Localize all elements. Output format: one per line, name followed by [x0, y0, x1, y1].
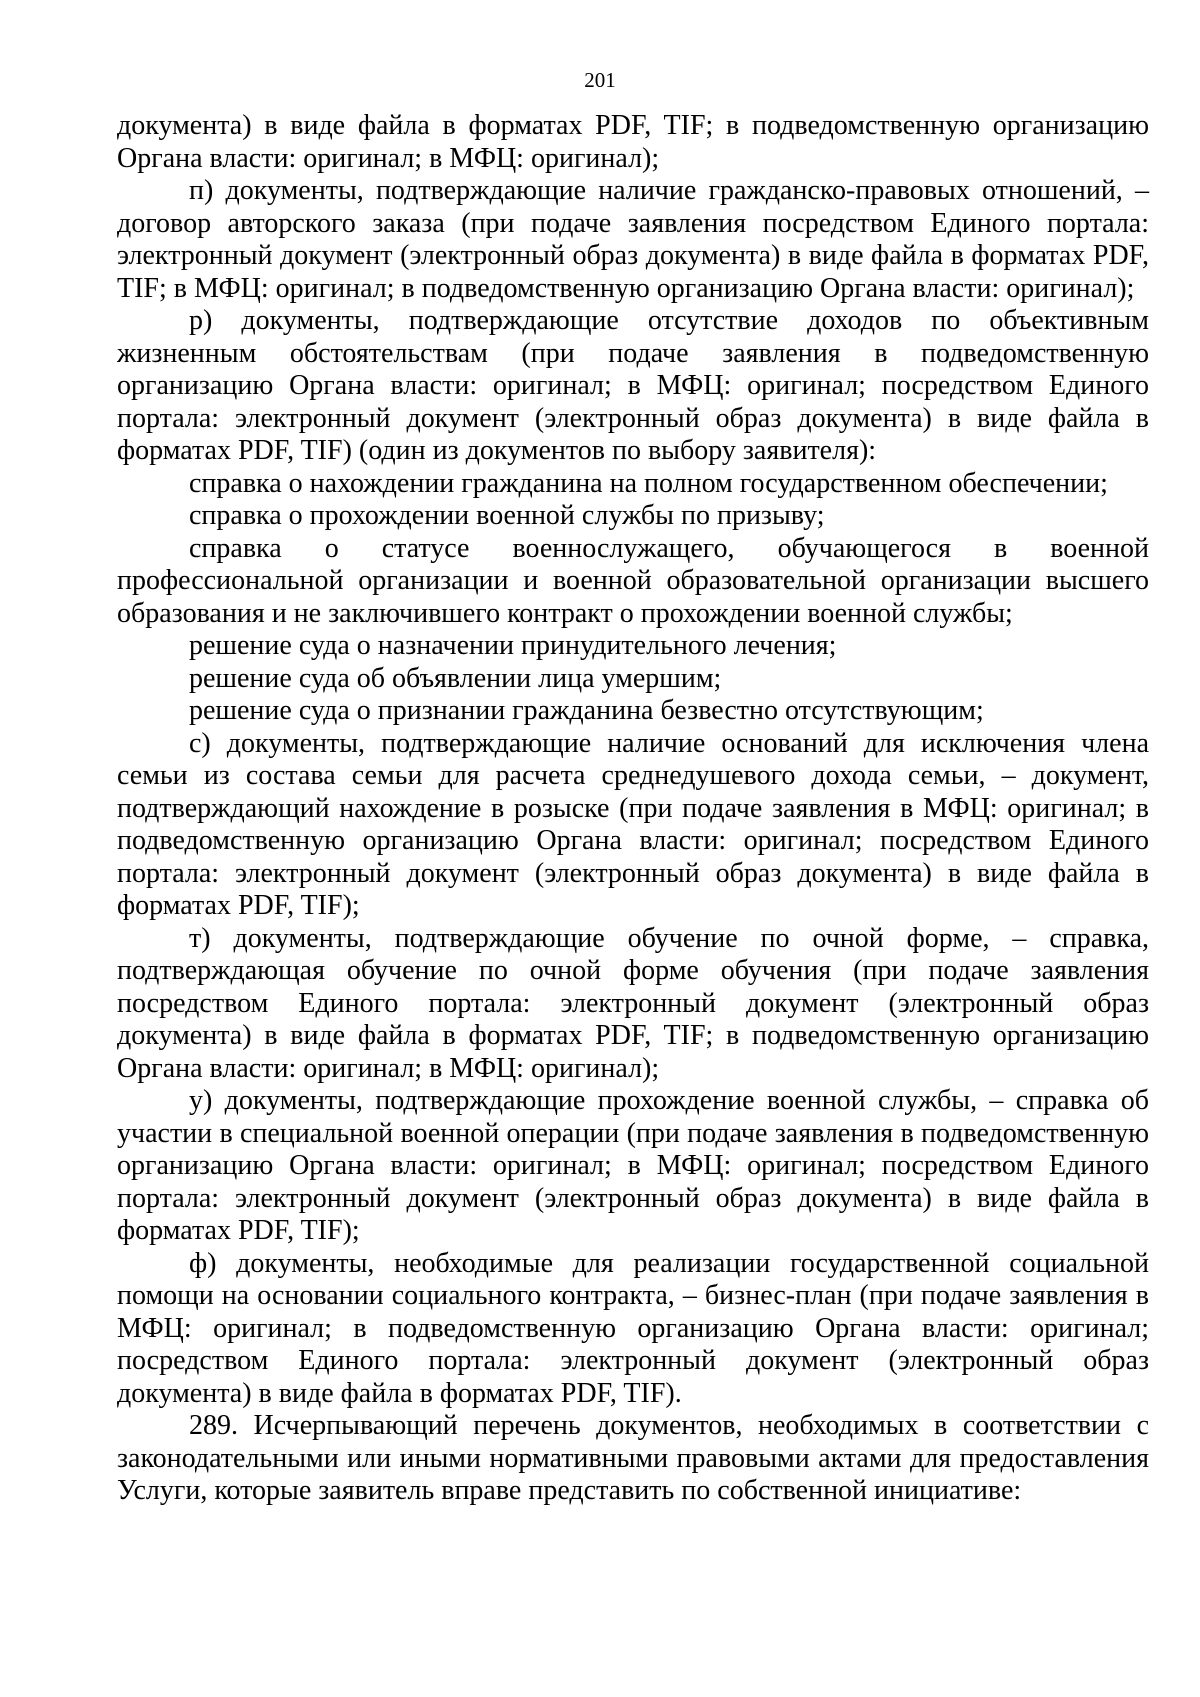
paragraph: 289. Исчерпывающий перечень документов, необходимых в соответствии с законодательными или иными нормативными правовыми актами для предоставления Услуги, которые заявитель вправе представить по собственной инициативе:	[117, 1410, 1149, 1506]
paragraph: т) документы, подтверждающие обучение по очной форме, – справка, подтверждающая обучение по очной форме обучения (при подаче заявления посредством Единого портала: электронный документ (электронный образ документа) в виде файла в форматах PDF, TIF; в подведомственную организацию Органа власти: оригинал; в МФЦ: оригинал);	[117, 922, 1149, 1084]
paragraph: решение суда о назначении принудительного лечения;	[189, 630, 837, 661]
paragraph: справка о нахождении гражданина на полном государственном обеспечении;	[189, 467, 1108, 499]
paragraph: справка о прохождении военной службы по призыву;	[189, 500, 825, 531]
paragraph: у) документы, подтверждающие прохождение военной службы, – справка об участии в специальной военной операции (при подаче заявления в подведомственную организацию Органа власти: оригинал; в МФЦ: оригинал; посредством Единого портала: электронный документ (электронный образ документа) в виде файла в форматах PDF, TIF);	[117, 1085, 1149, 1246]
paragraph: с) документы, подтверждающие наличие оснований для исключения члена семьи из состава семьи для расчета среднедушевого дохода семьи, – документ, подтверждающий нахождение в розыске (при подаче заявления в МФЦ: оригинал; в подведомственную организацию Органа власти: оригинал; посредством Единого портала: электронный документ (электронный образ документа) в виде файла в форматах PDF, TIF);	[117, 727, 1149, 921]
document-body	[117, 110, 1149, 1508]
paragraph: р) документы, подтверждающие отсутствие доходов по объективным жизненным обстоятельствам (при подаче заявления в подведомственную организацию Органа власти: оригинал; в МФЦ: оригинал; посредством Единого портала: электронный документ (электронный образ документа) в виде файла в форматах PDF, TIF) (один из документов по выбору заявителя):	[117, 305, 1149, 466]
paragraph: документа) в виде файла в форматах PDF, TIF; в подведомственную организацию Органа власти: оригинал; в МФЦ: оригинал);	[117, 110, 1149, 174]
paragraph: п) документы, подтверждающие наличие гражданско-правовых отношений, – договор авторского заказа (при подаче заявления посредством Единого портала: электронный документ (электронный образ документа) в виде файла в форматах PDF, TIF; в МФЦ: оригинал; в подведомственную организацию Органа власти: оригинал);	[117, 175, 1149, 304]
paragraph: решение суда об объявлении лица умершим;	[189, 662, 722, 694]
paragraph: справка о статусе военнослужащего, обучающегося в военной профессиональной организации и военной образовательной организации высшего образования и не заключившего контракт о прохождении военной службы;	[117, 532, 1149, 629]
page-number: 201	[584, 68, 616, 92]
paragraph: ф) документы, необходимые для реализации государственной социальной помощи на основании социального контракта, – бизнес-план (при подаче заявления в МФЦ: оригинал; в подведомственную организацию Органа власти: оригинал; посредством Единого портала: электронный документ (электронный образ документа) в виде файла в форматах PDF, TIF).	[117, 1247, 1149, 1409]
paragraph: решение суда о признании гражданина безвестно отсутствующим;	[189, 695, 984, 726]
